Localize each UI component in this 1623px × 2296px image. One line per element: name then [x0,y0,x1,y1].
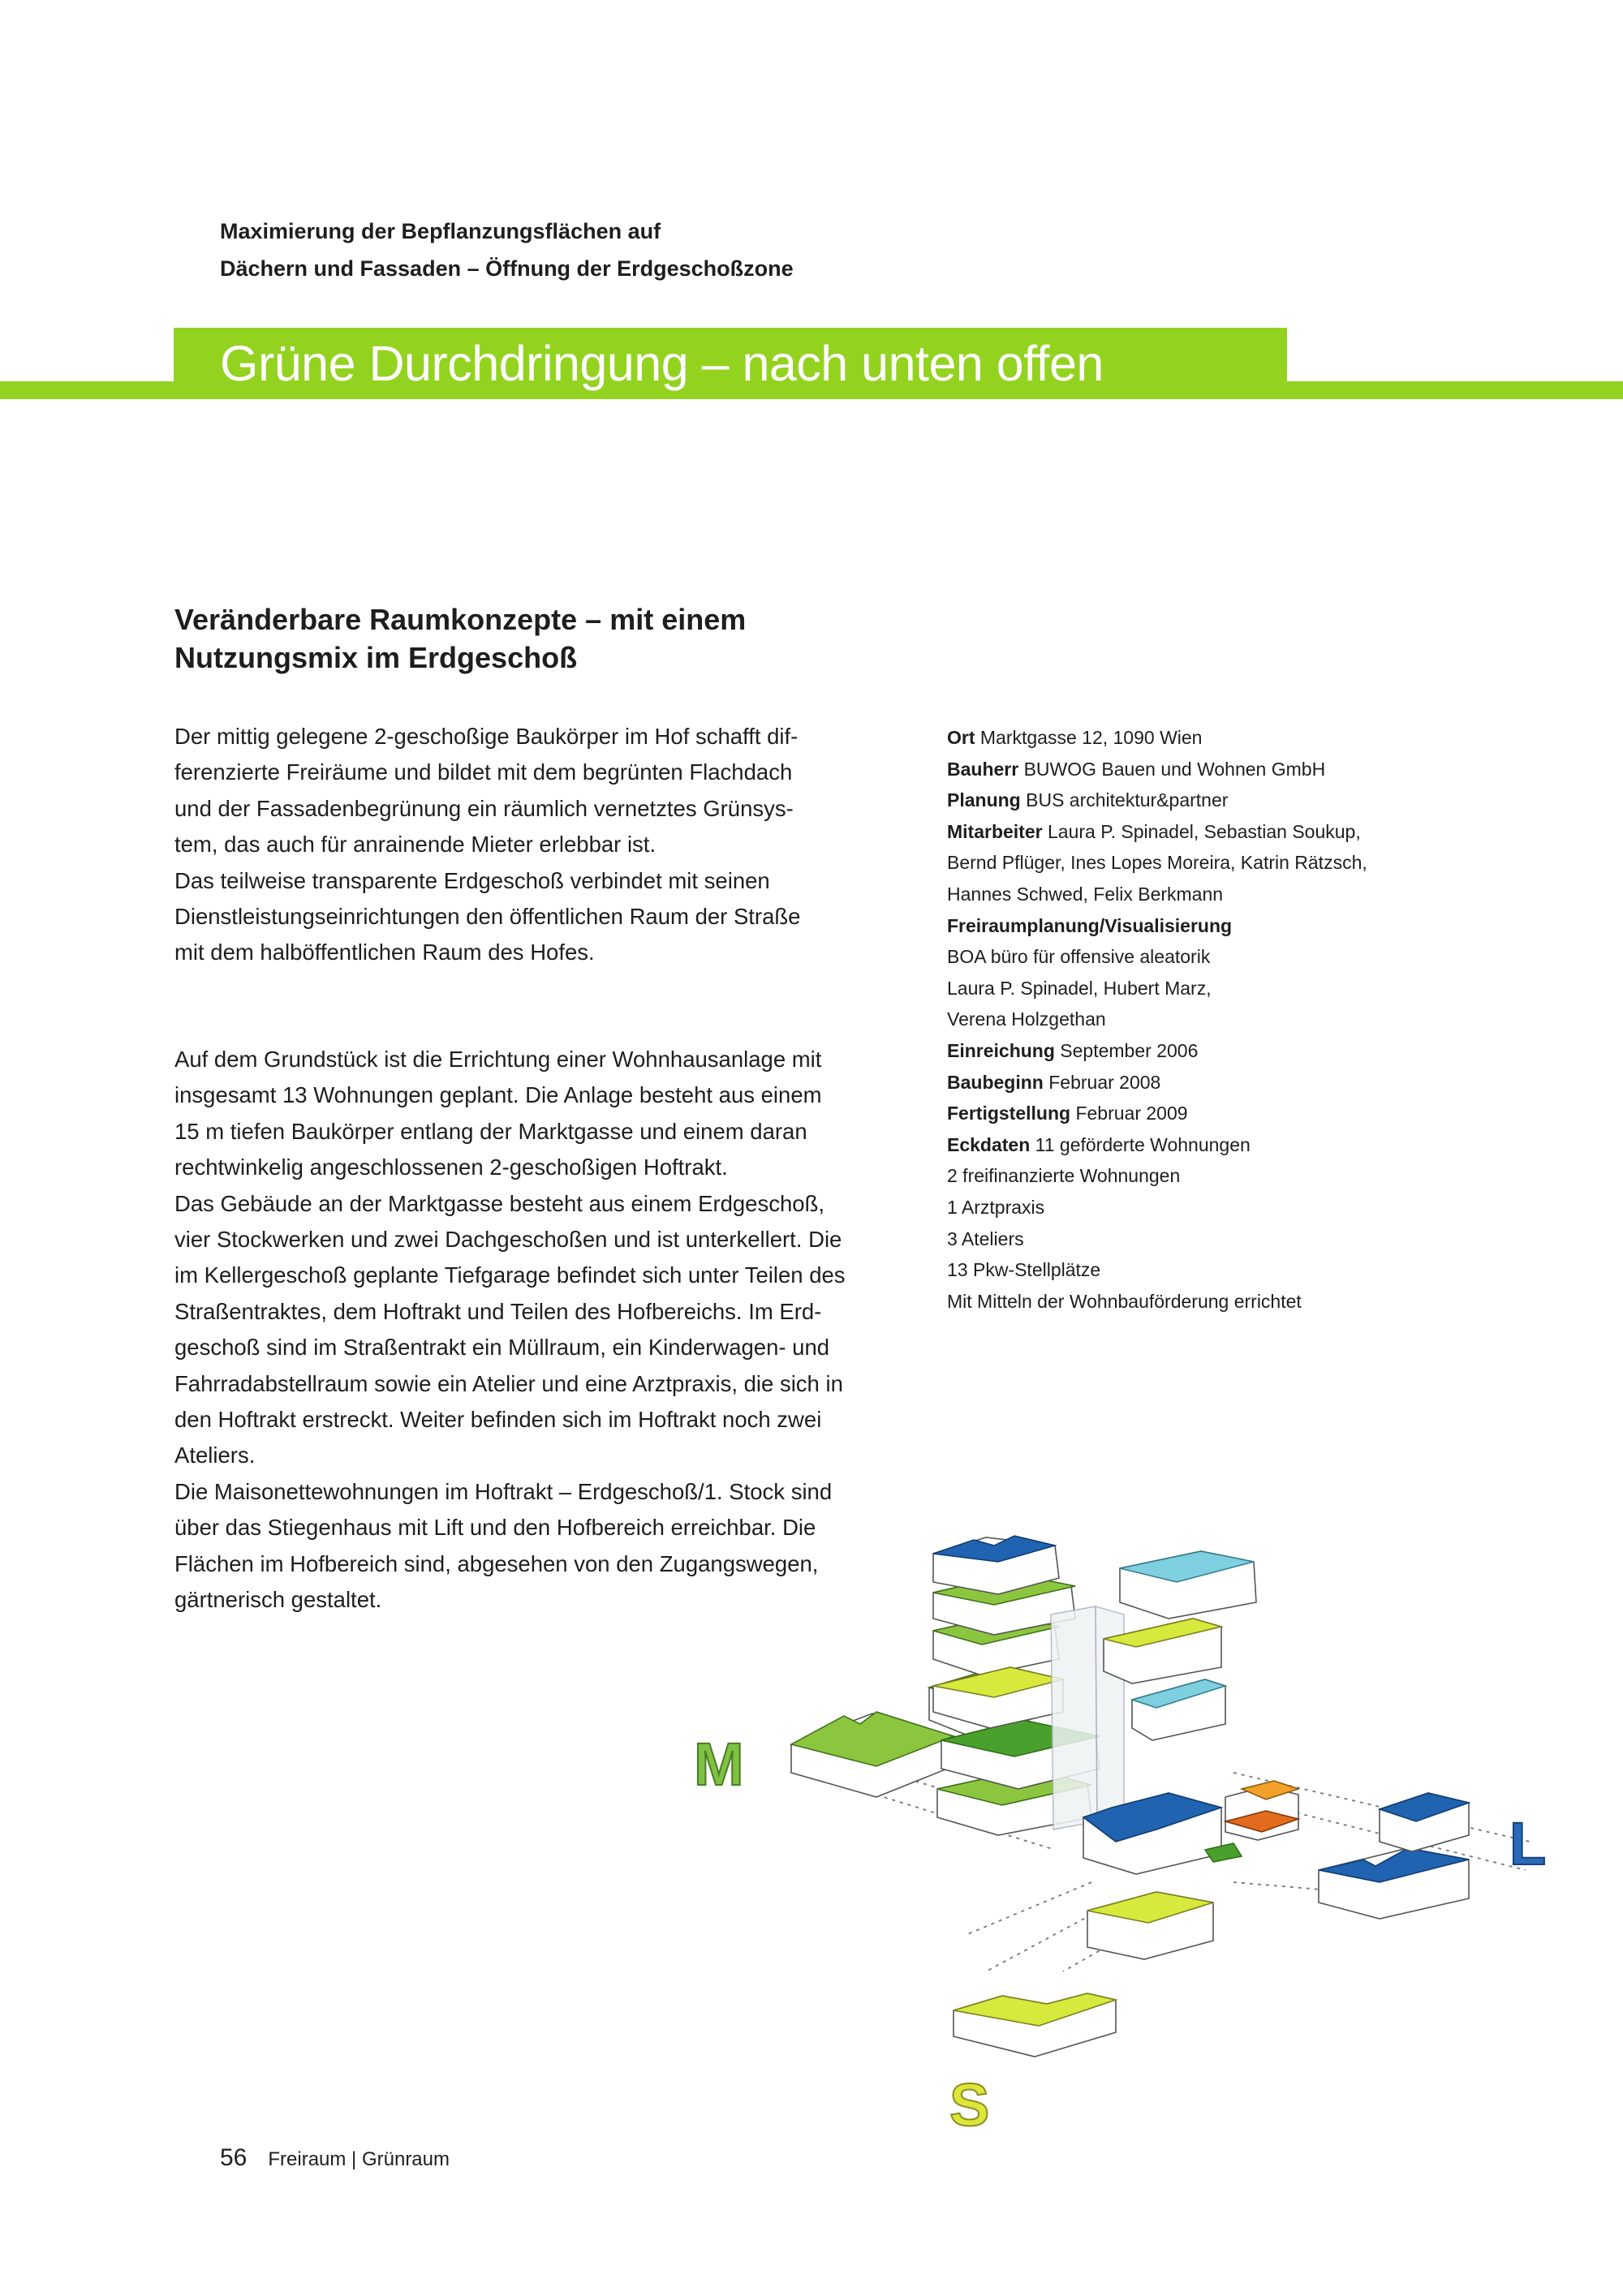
fact-value: Laura P. Spinadel, Hubert Marz, [947,977,1212,999]
fact-value: September 2006 [1054,1039,1199,1061]
wing-label-m: M [694,1731,744,1798]
text-line: mit dem halböffentlichen Raum des Hofes. [174,939,595,965]
footer-section: Freiraum | Grünraum [268,2148,450,2170]
section-heading-line: Veränderbare Raumkonzepte – mit einem [174,603,747,636]
text-line: rechtwinkelig angeschlossenen 2-geschoßigen Hoftrakt. [174,1154,728,1180]
page-footer [220,2144,450,2172]
kicker [220,213,1031,287]
fact-value: Februar 2008 [1043,1071,1161,1093]
fact-label: Bauherr [947,758,1019,780]
text-line: Dienstleistungseinrichtungen den öffentlichen Raum der Straße [174,904,801,930]
fact-label: Fertigstellung [947,1103,1071,1124]
fact-label: Eckdaten [947,1133,1031,1155]
page-number: 56 [220,2144,248,2171]
fact-label: Baubeginn [947,1071,1044,1093]
fact-row [947,754,1612,785]
text-line: im Kellergeschoß geplante Tiefgarage befindet sich unter Teilen des [174,1262,846,1288]
fact-row [947,816,1612,848]
text-line: Das Gebäude an der Marktgasse besteht aus einem Erdgeschoß, [174,1190,825,1216]
text-line: und der Fassadenbegrünung ein räumlich vernetztes Grünsys- [174,795,794,821]
axonometric-diagram [682,1525,1574,2142]
kicker-line: Dächern und Fassaden – Öffnung der Erdgeschoßzone [220,256,794,281]
section-heading [174,600,986,677]
fact-row [947,1067,1612,1099]
fact-row [947,879,1612,910]
text-line: Straßentraktes, dem Hoftrakt und Teilen des Hofbereichs. Im Erd- [174,1298,822,1324]
fact-value: 11 geförderte Wohnungen [1030,1133,1251,1155]
text-line: Ateliers. [174,1443,256,1468]
wing-label-l: L [1509,1810,1547,1877]
text-line: Die Maisonettewohnungen im Hoftrakt – Erdgeschoß/1. Stock sind [174,1478,833,1504]
fact-row [947,1192,1612,1223]
fact-value: Marktgasse 12, 1090 Wien [975,727,1203,748]
fact-label: Ort [947,727,975,748]
fact-value: BOA büro für offensive aleatorik [947,946,1211,968]
text-line: den Hoftrakt erstreckt. Weiter befinden sich im Hoftrakt noch zwei [174,1407,822,1433]
fact-row [947,1254,1612,1286]
fact-value: Hannes Schwed, Felix Berkmann [947,883,1224,905]
fact-label: Mitarbeiter [947,820,1043,842]
fact-row [947,1286,1612,1318]
text-line: tem, das auch für anrainende Mieter erlebbar ist. [174,832,657,858]
fact-label: Freiraumplanung/Visualisierung [947,914,1233,936]
fact-value: 3 Ateliers [947,1228,1024,1249]
text-line: ferenzierte Freiräume und bildet mit dem begrünten Flachdach [174,759,793,785]
fact-row [947,1223,1612,1255]
fact-row [947,847,1612,879]
fact-row [947,722,1612,754]
text-line: gärtnerisch gestaltet. [174,1587,382,1613]
text-line: Auf dem Grundstück ist die Errichtung einer Wohnhausanlage mit [174,1047,822,1072]
fact-value: Bernd Pflüger, Ines Lopes Moreira, Katrin Rätzsch, [947,852,1367,874]
fact-row [947,941,1612,973]
text-line: Flächen im Hofbereich sind, abgesehen von den Zugangswegen, [174,1550,819,1576]
text-line: über das Stiegenhaus mit Lift und den Hofbereich erreichbar. Die [174,1515,816,1541]
intro-paragraph [174,719,905,971]
fact-row [947,1098,1612,1129]
fact-label: Einreichung [947,1039,1055,1061]
fact-row [947,1035,1612,1067]
fact-value: BUS architektur&partner [1020,789,1229,811]
kicker-line: Maximierung der Bepflanzungsflächen auf [220,219,661,243]
wing-label-s: S [949,2071,990,2139]
text-line: insgesamt 13 Wohnungen geplant. Die Anlage besteht aus einem [174,1082,822,1108]
fact-row [947,1160,1612,1192]
text-line: 15 m tiefen Baukörper entlang der Marktgasse und einem daran [174,1118,807,1144]
text-line: Der mittig gelegene 2-geschoßige Baukörper im Hof schafft dif- [174,724,799,749]
fact-value: BUWOG Bauen und Wohnen GmbH [1018,758,1326,780]
text-line: Das teilweise transparente Erdgeschoß verbindet mit seinen [174,867,770,893]
fact-value: 13 Pkw-Stellplätze [947,1259,1101,1281]
fact-row [947,910,1612,942]
text-line: Fahrradabstellraum sowie ein Atelier und eine Arztpraxis, die sich in [174,1370,843,1396]
fact-value: 1 Arztpraxis [947,1196,1045,1218]
fact-label: Planung [947,789,1021,811]
wing-s [954,1892,1213,2057]
text-line: vier Stockwerken und zwei Dachgeschoßen und ist unterkellert. Die [174,1227,842,1253]
fact-value: Februar 2009 [1070,1103,1188,1124]
fact-value: 2 freifinanzierte Wohnungen [947,1165,1181,1187]
fact-value: Mit Mitteln der Wohnbauförderung errichtet [947,1290,1302,1312]
page-title: Grüne Durchdringung – nach unten offen [220,336,1104,391]
fact-row [947,1129,1612,1161]
text-line: geschoß sind im Straßentrakt ein Müllraum, ein Kinderwagen- und [174,1335,830,1361]
project-facts [947,722,1612,1317]
fact-value: Laura P. Spinadel, Sebastian Soukup, [1042,820,1361,842]
fact-row [947,973,1612,1004]
section-heading-line: Nutzungsmix im Erdgeschoß [174,641,578,674]
fact-value: Verena Holzgethan [947,1008,1106,1030]
fact-row [947,785,1612,816]
fact-row [947,1004,1612,1035]
